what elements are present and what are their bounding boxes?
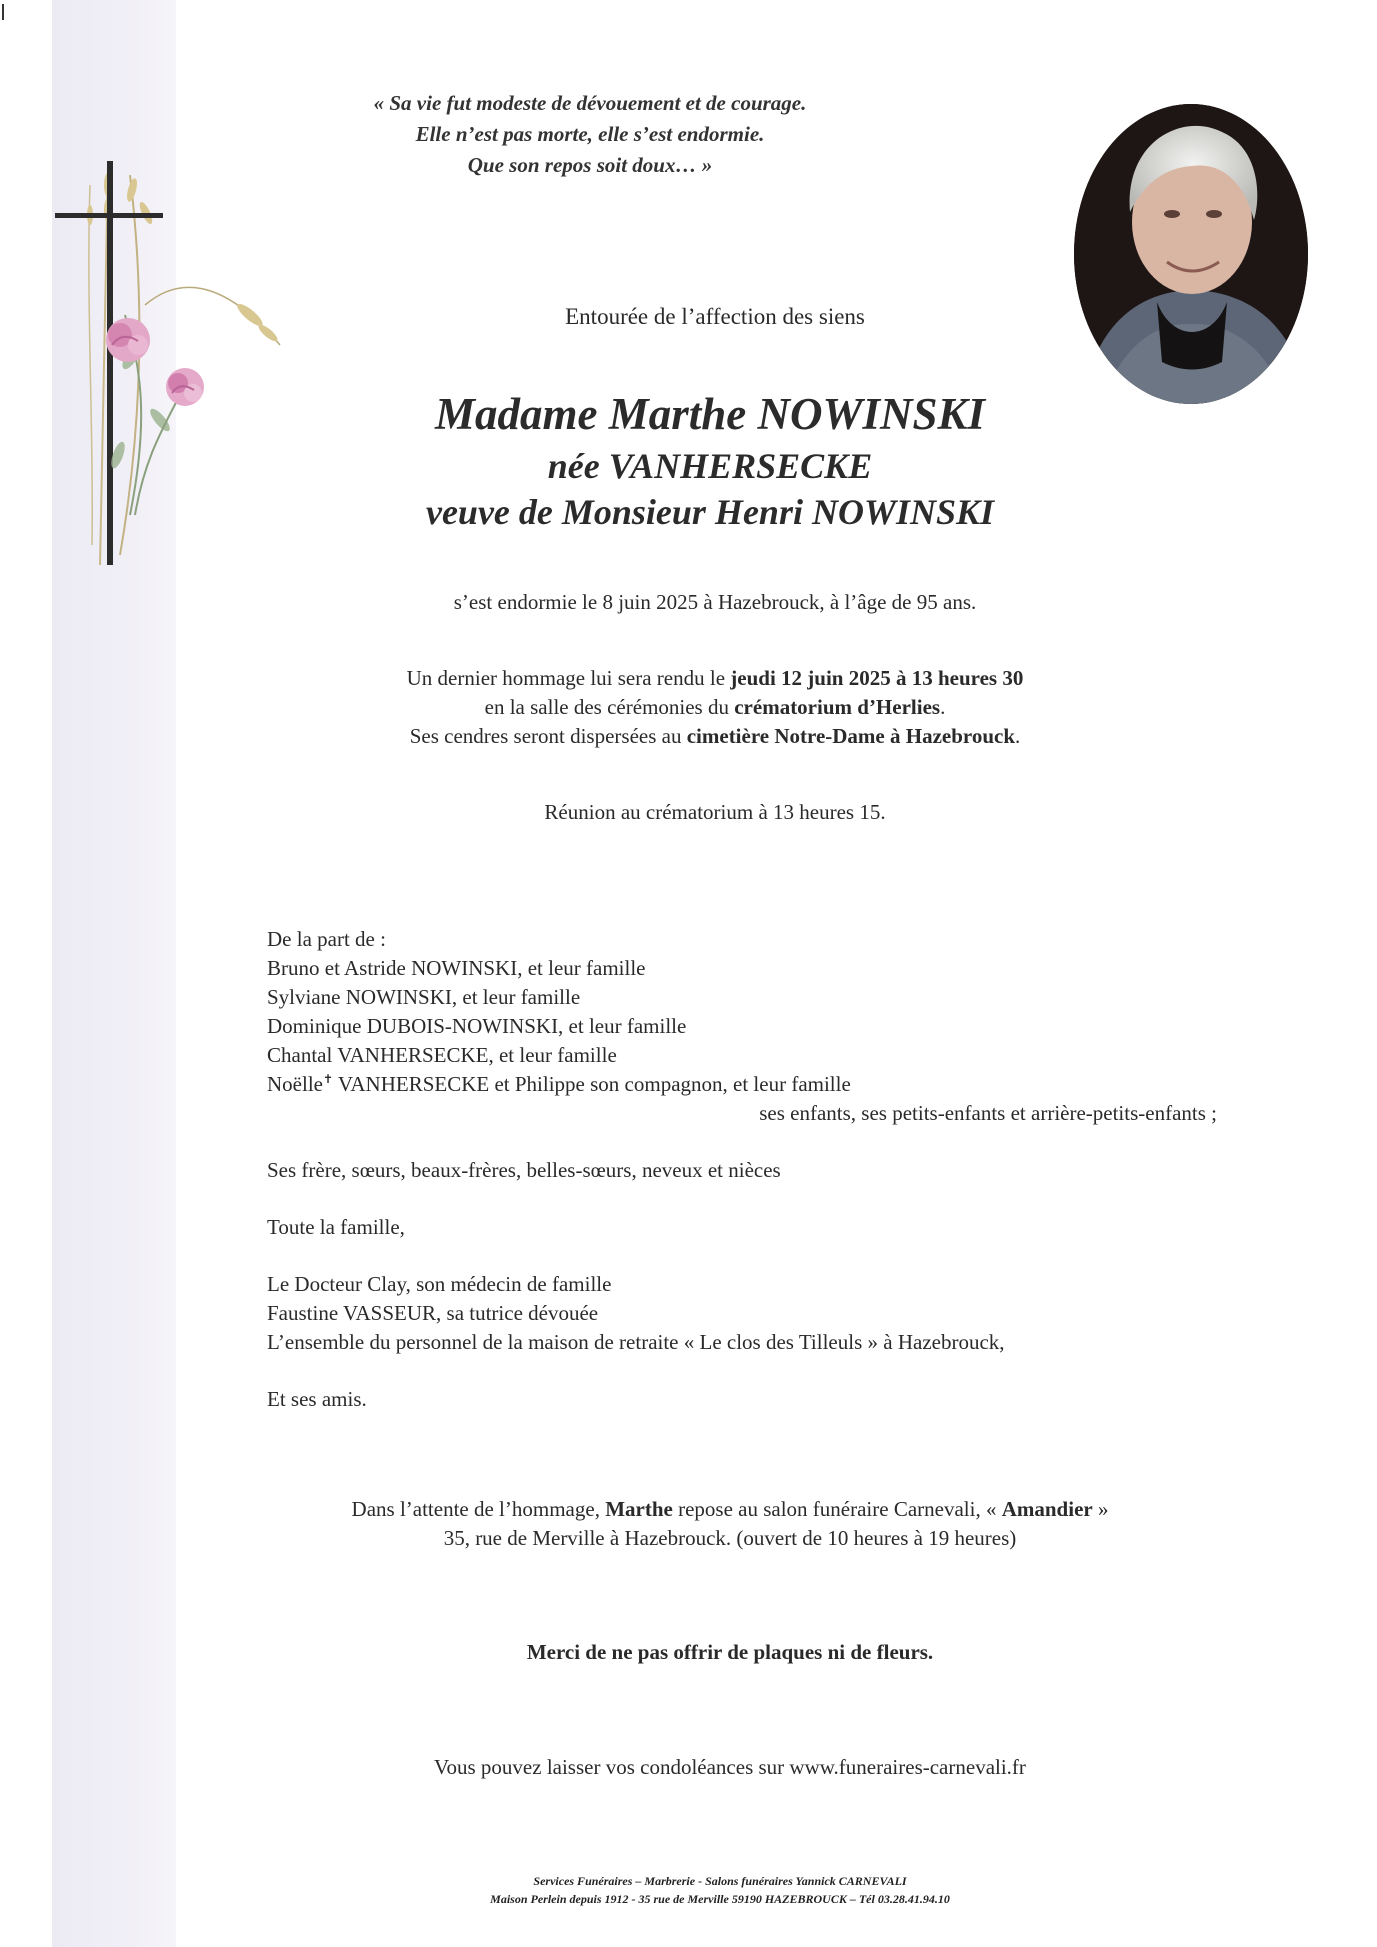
ceremony-date: jeudi 12 juin 2025 à 13 heures 30: [730, 666, 1024, 690]
ceremony-text: .: [940, 695, 946, 719]
widow-of: veuve de Monsieur Henri NOWINSKI: [425, 492, 995, 532]
footer-line: Services Funéraires – Marbrerie - Salons funéraires Yannick CARNEVALI: [533, 1874, 907, 1888]
scan-mark: [2, 4, 4, 20]
rest-text: Dans l’attente de l’hommage,: [351, 1497, 606, 1521]
whole-family-line: Toute la famille,: [267, 1215, 405, 1239]
reunion-line: Réunion au crématorium à 13 heures 15.: [544, 800, 886, 824]
rest-text: repose au salon funéraire Carnevali, «: [672, 1497, 1002, 1521]
rest-line-2: 35, rue de Merville à Hazebrouck. (ouvert de 10 heures à 19 heures): [443, 1526, 1017, 1550]
deceased-name-block: [300, 385, 1120, 535]
deceased-name: Madame Marthe NOWINSKI: [434, 389, 986, 439]
deceased-cross-mark: ✝: [322, 1072, 334, 1086]
ceremony-text: .: [1015, 724, 1021, 748]
epitaph-quote: [270, 88, 910, 181]
no-flowers-request: Merci de ne pas offrir de plaques ni de fleurs.: [526, 1640, 934, 1664]
ceremony-line-1: [280, 664, 1150, 693]
ceremony-line-3: [280, 722, 1150, 751]
quote-line: « Sa vie fut modeste de dévouement et de courage.: [373, 91, 807, 115]
first-name: Marthe: [605, 1497, 673, 1521]
cross-flowers-illustration: [50, 155, 290, 575]
family-member: Bruno et Astride NOWINSKI, et leur famille: [267, 956, 646, 980]
family-member: [267, 1070, 1267, 1099]
ceremony-text: Ses cendres seront dispersées au: [409, 724, 687, 748]
ceremony-venue: crématorium d’Herlies: [734, 695, 941, 719]
rest-line-1: [250, 1495, 1210, 1524]
ceremony-line-2: [280, 693, 1150, 722]
ashes-location: cimetière Notre-Dame à Hazebrouck: [686, 724, 1016, 748]
other-mourner: L’ensemble du personnel de la maison de retraite « Le clos des Tilleuls » à Hazebrouck,: [267, 1330, 1005, 1354]
other-mourner: Faustine VASSEUR, sa tutrice dévouée: [267, 1301, 599, 1325]
family-member-name: Noëlle: [267, 1072, 323, 1096]
family-member-text: VANHERSECKE et Philippe son compagnon, et leur famille: [333, 1072, 851, 1096]
funeral-home-footer: [340, 1872, 1100, 1908]
salon-name: Amandier: [1001, 1497, 1093, 1521]
death-notice: s’est endormie le 8 juin 2025 à Hazebrouck, à l’âge de 95 ans.: [453, 590, 977, 614]
intro-line: Entourée de l’affection des siens: [565, 304, 865, 329]
ceremony-text: Un dernier hommage lui sera rendu le: [406, 666, 731, 690]
children-line: ses enfants, ses petits-enfants et arrière-petits-enfants ;: [759, 1101, 1217, 1125]
quote-line: Que son repos soit doux… »: [467, 153, 713, 177]
family-list: [267, 925, 1267, 1414]
family-member: Chantal VANHERSECKE, et leur famille: [267, 1043, 617, 1067]
ceremony-text: en la salle des cérémonies du: [484, 695, 735, 719]
quote-line: Elle n’est pas morte, elle s’est endormie.: [415, 122, 765, 146]
condolences-line: Vous pouvez laisser vos condoléances sur www.funeraires-carnevali.fr: [434, 1755, 1026, 1779]
portrait-photo: [1072, 102, 1310, 406]
friends-line: Et ses amis.: [267, 1387, 367, 1411]
family-intro: De la part de :: [267, 927, 386, 951]
family-member: Sylviane NOWINSKI, et leur famille: [267, 985, 581, 1009]
family-member: Dominique DUBOIS-NOWINSKI, et leur famille: [267, 1014, 687, 1038]
siblings-line: Ses frère, sœurs, beaux-frères, belles-sœurs, neveux et nièces: [267, 1158, 781, 1182]
footer-line: Maison Perlein depuis 1912 - 35 rue de Merville 59190 HAZEBROUCK – Tél 03.28.41.94.10: [490, 1892, 950, 1906]
maiden-name: née VANHERSECKE: [547, 446, 873, 486]
rest-text: »: [1092, 1497, 1109, 1521]
other-mourner: Le Docteur Clay, son médecin de famille: [267, 1272, 612, 1296]
